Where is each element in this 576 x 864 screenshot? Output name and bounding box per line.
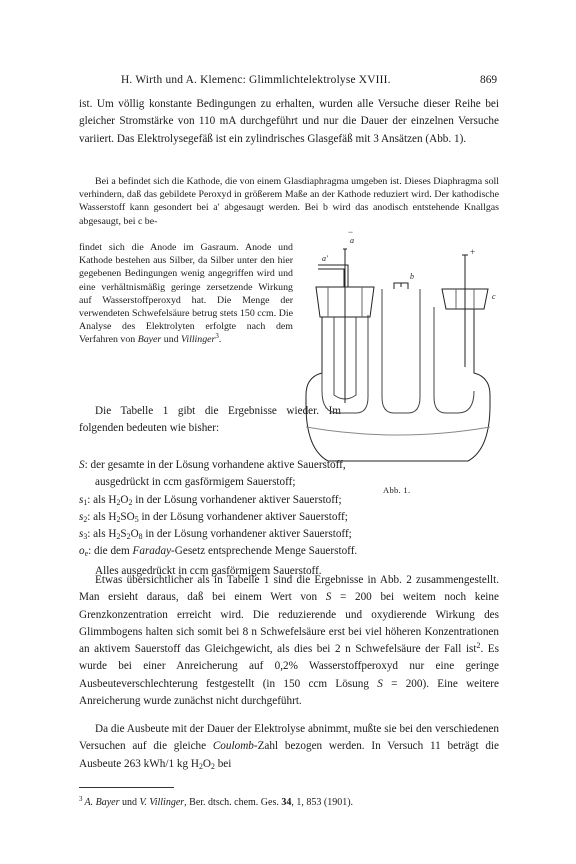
paragraph-results: Etwas übersichtlicher als in Tabelle 1 sind die Ergebnisse in Abb. 2 zusammengestellt. Man ersieht daraus, daß bei einem Wert von S = 200 bei weitem noch keine Grenzkonzentration erreicht wird. Die reduzierende und oxydierende Wirkung des Glimmbogens halten sich somit bei 8 n Schwefelsäure erst bei viel höheren Konzentrationen an aktivem Sauerstoff das Gleichgewicht, als dies bei 2 n Schwefelsäure der Fall ist$^2$. Es wurde bei einer Anreicherung auf 0,2% Wasserstoffperoxyd nur eine geringe Ausbeuteverschlechterung festgestellt (in 150 ccm Lösung S = 200). Eine weitere Anreicherung wurde zunächst nicht durchgeführt. [79,574,499,708]
label-minus: − [348,227,354,237]
running-header [0,74,576,90]
page-number: 869 [480,74,498,86]
label-a-prime: a′ [322,254,328,263]
label-b: b [410,272,414,281]
paragraph-yield: Da die Ausbeute mit der Dauer der Elektrolyse abnimmt, mußte sie bei den verschiedenen Versuchen auf die gleiche Coulomb-Zahl bezogen werden. In Versuch 11 beträgt die Ausbeute 263 kWh/1 kg $H_2O_2$ bei [79,723,499,771]
label-a: a [350,236,354,245]
footnote-ref: 2 [476,641,481,651]
label-plus: + [470,247,476,257]
units-note: Alles ausgedrückt in ccm gasförmigem Sauerstoff. [95,564,322,577]
definition-S: S: der gesamte in der Lösung vorhandene aktive Sauerstoff, ausgedrückt in ccm gasförmigem Sauerstoff; [79,459,346,489]
paragraph-intro: ist. Um völlig konstante Bedingungen zu erhalten, wurden alle Versuche dieser Reihe bei gleicher Stromstärke von 110 mA durchgeführt und nur die Dauer der einzelnen Versuche variiert. Das Elektrolysegefäß ist ein zylindrisches Glasgefäß mit 3 Ansätzen (Abb. 1). [79,98,499,145]
paragraph-table-intro: Die Tabelle 1 gibt die Ergebnisse wieder. Im folgenden bedeuten wie bisher: [79,405,341,435]
author-name: Villinger [181,334,216,346]
footnote: $^3$ A. Bayer und V. Villinger, Ber. dtsch. chem. Ges. 34, 1, 853 (1901). [79,795,354,808]
footnote-rule [79,787,174,788]
figure-electrolysis-vessel [298,227,503,487]
footnote-ref: 3 [215,333,219,341]
label-c: c [492,292,496,301]
running-title: H. Wirth und A. Klemenc: Glimmlichtelektrolyse XVIII. [121,74,391,86]
author-name: Bayer [137,334,162,346]
definition-s3: $s_3$: als $H_2S_2O_8$ in der Lösung vorhandener aktiver Sauerstoff; [79,528,352,542]
definition-oe: $o_e$: die dem Faraday-Gesetz entsprechende Menge Sauerstoff. [79,545,358,559]
figure-caption: Abb. 1. [383,485,411,495]
small-paragraph: Bei a befindet sich die Kathode, die von einem Glasdiaphragma umgeben ist. Dieses Diaphragma soll verhindern, daß das gebildete Peroxyd in größerem Maße an der Kathode reduziert wird. Der kathodische Wasserstoff kann gesondert bei a′ abgesaugt werden. Bei b wird das anodisch entstehende Knallgas abgesaugt, bei c be- [79,176,499,227]
definition-s1: $s_1$: als $H_2O_2$ in der Lösung vorhandener aktiver Sauerstoff; [79,493,342,507]
definition-s2: $s_2$: als $H_2SO_5$ in der Lösung vorhandener aktiver Sauerstoff; [79,510,348,524]
small-paragraph-wrapped: findet sich die Anode im Gasraum. Anode und Kathode bestehen aus Silber, da Silber unter den hier gegebenen Bedingungen wenig angegriffen wird und eine verhältnismäßig geringe zersetzende Wirkung auf Wasserstoffperoxyd hat. Die Menge der verwendeten Schwefelsäure betrug stets 150 ccm. Die Analyse des Elektrolyten erfolgte nach dem Verfahren von Bayer und Villinger$^3$. [79,242,293,346]
vessel-drawing [298,227,503,487]
